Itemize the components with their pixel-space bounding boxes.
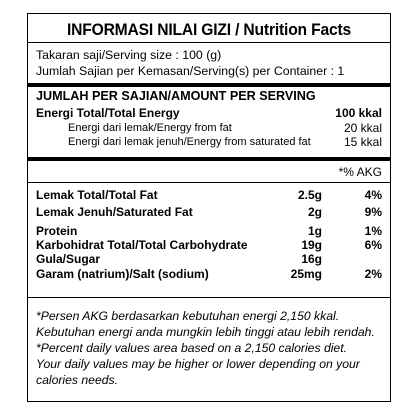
akg-divider: [28, 182, 390, 183]
footnote-line: Kebutuhan energi anda mungkin lebih tinggi atau lebih rendah.: [36, 325, 375, 339]
nutrient-row-total-fat: [36, 188, 382, 202]
footnote: [36, 308, 382, 388]
energy-satfat-row: [68, 135, 382, 149]
nutrient-name: Lemak Total/Total Fat: [36, 188, 158, 202]
energy-total-value: 100 kkal: [335, 106, 382, 120]
serving-divider: [28, 83, 390, 87]
nutrient-amount: 19g: [301, 238, 322, 252]
amount-per-serving-heading: JUMLAH PER SAJIAN/AMOUNT PER SERVING: [36, 89, 316, 103]
nutrient-name: Gula/Sugar: [36, 252, 101, 266]
energy-satfat-value: 15 kkal: [343, 135, 382, 149]
nutrient-row-protein: [36, 224, 382, 238]
nutrient-pct: 1%: [364, 224, 382, 238]
nutrient-pct: 9%: [364, 205, 382, 219]
nutrient-amount: 16g: [301, 252, 322, 266]
nutrient-pct: [322, 252, 382, 266]
nutrient-pct: 4%: [364, 188, 382, 202]
energy-satfat-label: Energi dari lemak jenuh/Energy from saturated fat: [68, 136, 311, 148]
nutrient-amount: 1g: [307, 224, 322, 238]
serving-size: Takaran saji/Serving size : 100 (g): [36, 48, 222, 62]
footnote-line: Your daily values may be higher or lower depending on your: [36, 357, 360, 371]
nutrition-facts-panel: [27, 13, 391, 402]
footnote-line: calories needs.: [36, 373, 118, 387]
nutrient-name: Karbohidrat Total/Total Carbohydrate: [36, 238, 248, 252]
nutrient-row-carbohydrate: [36, 238, 382, 252]
energy-total-label: Energi Total/Total Energy: [36, 106, 180, 120]
nutrient-row-sugar: [36, 252, 382, 266]
title-divider: [28, 42, 390, 43]
energy-total-row: [36, 106, 382, 120]
energy-fat-label: Energi dari lemak/Energy from fat: [68, 122, 232, 134]
nutrient-amount: 25mg: [290, 267, 322, 281]
footnote-divider: [28, 297, 390, 298]
nutrient-pct: 6%: [364, 238, 382, 252]
energy-fat-value: 20 kkal: [343, 121, 382, 135]
nutrient-name: Protein: [36, 224, 78, 238]
energy-fat-row: [68, 121, 382, 135]
footnote-line: *Persen AKG berdasarkan kebutuhan energi 2,150 kkal.: [36, 309, 340, 323]
panel-title: INFORMASI NILAI GIZI / Nutrition Facts: [66, 20, 352, 39]
nutrient-row-salt: [36, 267, 382, 281]
energy-divider: [28, 157, 390, 161]
serving-info: [36, 47, 344, 79]
nutrient-amount: 2g: [307, 205, 322, 219]
nutrient-name: Garam (natrium)/Salt (sodium): [36, 267, 209, 281]
akg-heading: *% AKG: [338, 165, 382, 179]
servings-per-container: Jumlah Sajian per Kemasan/Serving(s) per Container : 1: [36, 64, 345, 78]
footnote-line: *Percent daily values area based on a 2,150 calories diet.: [36, 341, 347, 355]
nutrient-row-saturated-fat: [36, 205, 382, 219]
nutrient-amount: 2.5g: [297, 188, 322, 202]
nutrient-pct: 2%: [364, 267, 382, 281]
nutrient-name: Lemak Jenuh/Saturated Fat: [36, 205, 193, 219]
